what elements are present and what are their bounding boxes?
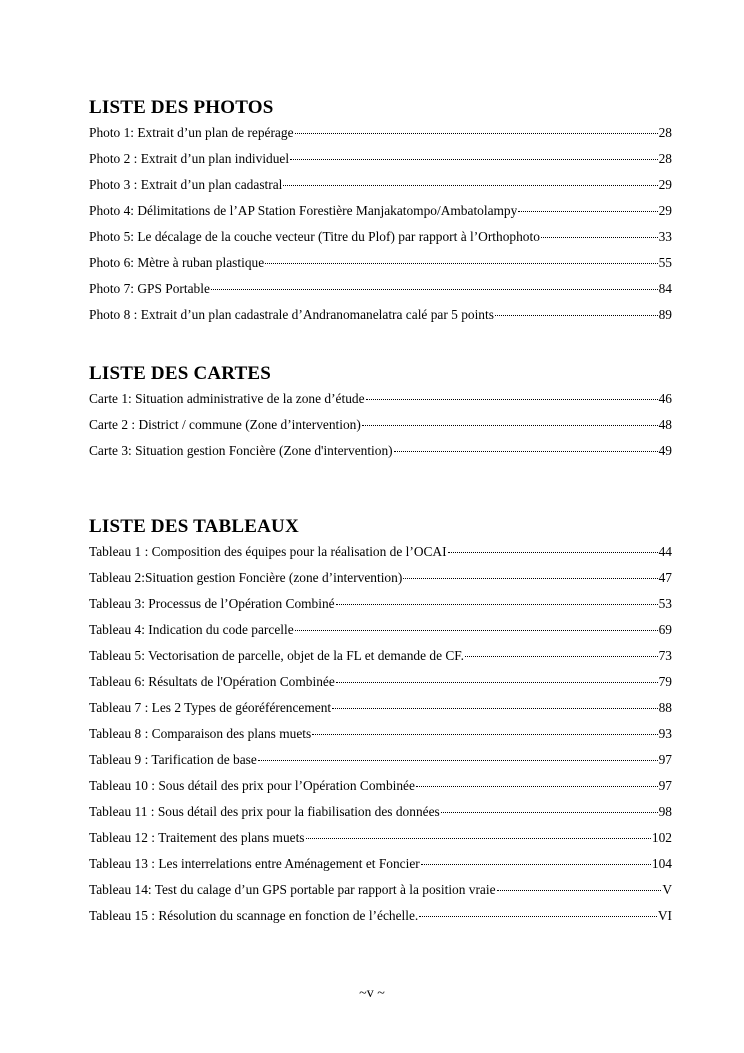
toc-entry[interactable] — [89, 176, 672, 202]
toc-entry[interactable] — [89, 254, 672, 280]
dot-leader — [497, 889, 662, 891]
toc-entry[interactable] — [89, 829, 672, 855]
dot-leader — [394, 450, 658, 452]
toc-entry-page-number: 49 — [658, 443, 672, 458]
toc-entry-label: Photo 6: Mètre à ruban plastique — [89, 255, 265, 270]
toc-entry[interactable] — [89, 202, 672, 228]
toc-entry-label: Carte 3: Situation gestion Foncière (Zone d'intervention) — [89, 443, 393, 458]
toc-entry-page-number: 44 — [658, 544, 672, 559]
toc-entry-page-number: 29 — [658, 177, 672, 192]
page-number-footer: ~v ~ — [359, 986, 385, 1001]
toc-entry-label: Carte 1: Situation administrative de la zone d’étude — [89, 391, 365, 406]
dot-leader — [336, 603, 658, 605]
toc-entry-page-number: 88 — [658, 700, 672, 715]
toc-entry[interactable] — [89, 907, 672, 933]
dot-leader — [362, 424, 658, 426]
dot-leader — [541, 236, 658, 238]
toc-entry[interactable] — [89, 725, 672, 751]
dot-leader — [295, 132, 658, 134]
toc-entry-page-number: 55 — [658, 255, 672, 270]
dot-leader — [465, 655, 658, 657]
toc-entry-label: Tableau 6: Résultats de l'Opération Combinée — [89, 674, 335, 689]
list-of-maps — [89, 363, 672, 468]
toc-entry[interactable] — [89, 390, 672, 416]
toc-entry-page-number: 47 — [658, 570, 672, 585]
dot-leader — [366, 398, 658, 400]
toc-entry-label: Tableau 1 : Composition des équipes pour la réalisation de l’OCAI — [89, 544, 447, 559]
dot-leader — [495, 314, 658, 316]
toc-entry-label: Tableau 7 : Les 2 Types de géoréférencement — [89, 700, 332, 715]
toc-entry-label: Tableau 12 : Traitement des plans muets — [89, 830, 305, 845]
dot-leader — [265, 262, 657, 264]
toc-entry[interactable] — [89, 673, 672, 699]
toc-entry[interactable] — [89, 621, 672, 647]
toc-entry-page-number: 53 — [658, 596, 672, 611]
toc-entry-label: Photo 1: Extrait d’un plan de repérage — [89, 125, 294, 140]
toc-entry-page-number: 98 — [658, 804, 672, 819]
dot-leader — [518, 210, 657, 212]
toc-entry-page-number: 84 — [658, 281, 672, 296]
dot-leader — [211, 288, 658, 290]
dot-leader — [403, 577, 657, 579]
toc-entry-page-number: V — [662, 882, 672, 897]
toc-entry-page-number: 48 — [658, 417, 672, 432]
section-heading: LISTE DES TABLEAUX — [89, 516, 299, 537]
toc-entry[interactable] — [89, 803, 672, 829]
toc-entry-label: Photo 4: Délimitations de l’AP Station Forestière Manjakatompo/Ambatolampy — [89, 203, 518, 218]
list-of-tables — [89, 516, 672, 933]
toc-entry[interactable] — [89, 751, 672, 777]
toc-entry-label: Tableau 10 : Sous détail des prix pour l’Opération Combinée — [89, 778, 415, 793]
toc-list — [89, 390, 672, 468]
dot-leader — [419, 915, 657, 917]
toc-entry-page-number: 46 — [658, 391, 672, 406]
toc-entry-label: Tableau 9 : Tarification de base — [89, 752, 257, 767]
toc-entry[interactable] — [89, 777, 672, 803]
toc-entry-page-number: 28 — [658, 125, 672, 140]
toc-entry-page-number: 28 — [658, 151, 672, 166]
dot-leader — [332, 707, 657, 709]
toc-entry[interactable] — [89, 855, 672, 881]
toc-entry-page-number: 97 — [658, 778, 672, 793]
toc-entry[interactable] — [89, 595, 672, 621]
toc-entry[interactable] — [89, 124, 672, 150]
dot-leader — [441, 811, 658, 813]
toc-entry[interactable] — [89, 228, 672, 254]
toc-entry-page-number: 93 — [658, 726, 672, 741]
toc-entry-label: Photo 3 : Extrait d’un plan cadastral — [89, 177, 283, 192]
toc-entry-label: Tableau 3: Processus de l’Opération Combiné — [89, 596, 335, 611]
toc-entry[interactable] — [89, 150, 672, 176]
toc-entry[interactable] — [89, 699, 672, 725]
toc-entry-label: Photo 8 : Extrait d’un plan cadastrale d’Andranomanelatra calé par 5 points — [89, 307, 494, 322]
toc-entry-label: Tableau 5: Vectorisation de parcelle, objet de la FL et demande de CF. — [89, 648, 465, 663]
toc-entry-page-number: 73 — [658, 648, 672, 663]
dot-leader — [306, 837, 651, 839]
toc-entry-label: Photo 2 : Extrait d’un plan individuel — [89, 151, 290, 166]
dot-leader — [283, 184, 657, 186]
toc-entry-page-number: 102 — [651, 830, 672, 845]
toc-entry-label: Tableau 8 : Comparaison des plans muets — [89, 726, 312, 741]
toc-entry[interactable] — [89, 442, 672, 468]
toc-entry-page-number: 69 — [658, 622, 672, 637]
toc-entry-label: Photo 7: GPS Portable — [89, 281, 210, 296]
toc-entry[interactable] — [89, 647, 672, 673]
toc-list — [89, 543, 672, 933]
toc-entry-label: Tableau 4: Indication du code parcelle — [89, 622, 294, 637]
document-page — [89, 97, 672, 933]
toc-entry-label: Tableau 15 : Résolution du scannage en fonction de l’échelle. — [89, 908, 419, 923]
toc-entry[interactable] — [89, 280, 672, 306]
section-heading: LISTE DES CARTES — [89, 363, 272, 384]
toc-entry-page-number: 104 — [651, 856, 672, 871]
toc-entry-page-number: 97 — [658, 752, 672, 767]
dot-leader — [312, 733, 657, 735]
dot-leader — [336, 681, 658, 683]
toc-entry-label: Carte 2 : District / commune (Zone d’intervention) — [89, 417, 361, 432]
toc-entry-label: Photo 5: Le décalage de la couche vecteur (Titre du Plof) par rapport à l’Orthophoto — [89, 229, 540, 244]
dot-leader — [421, 863, 651, 865]
dot-leader — [448, 551, 658, 553]
toc-entry-page-number: VI — [657, 908, 672, 923]
toc-entry-label: Tableau 2:Situation gestion Foncière (zone d’intervention) — [89, 570, 403, 585]
toc-entry[interactable] — [89, 569, 672, 595]
toc-list — [89, 124, 672, 332]
section-heading: LISTE DES PHOTOS — [89, 97, 274, 118]
toc-entry-label: Tableau 11 : Sous détail des prix pour la fiabilisation des données — [89, 804, 440, 819]
toc-entry-page-number: 33 — [658, 229, 672, 244]
toc-entry-page-number: 89 — [658, 307, 672, 322]
toc-entry[interactable] — [89, 543, 672, 569]
dot-leader — [290, 158, 658, 160]
toc-entry[interactable] — [89, 416, 672, 442]
toc-entry[interactable] — [89, 306, 672, 332]
list-of-photos — [89, 97, 672, 332]
toc-entry-label: Tableau 13 : Les interrelations entre Aménagement et Foncier — [89, 856, 420, 871]
dot-leader — [295, 629, 658, 631]
dot-leader — [258, 759, 658, 761]
toc-entry-page-number: 79 — [658, 674, 672, 689]
toc-entry-page-number: 29 — [658, 203, 672, 218]
toc-entry[interactable] — [89, 881, 672, 907]
toc-entry-label: Tableau 14: Test du calage d’un GPS portable par rapport à la position vraie — [89, 882, 496, 897]
dot-leader — [416, 785, 658, 787]
